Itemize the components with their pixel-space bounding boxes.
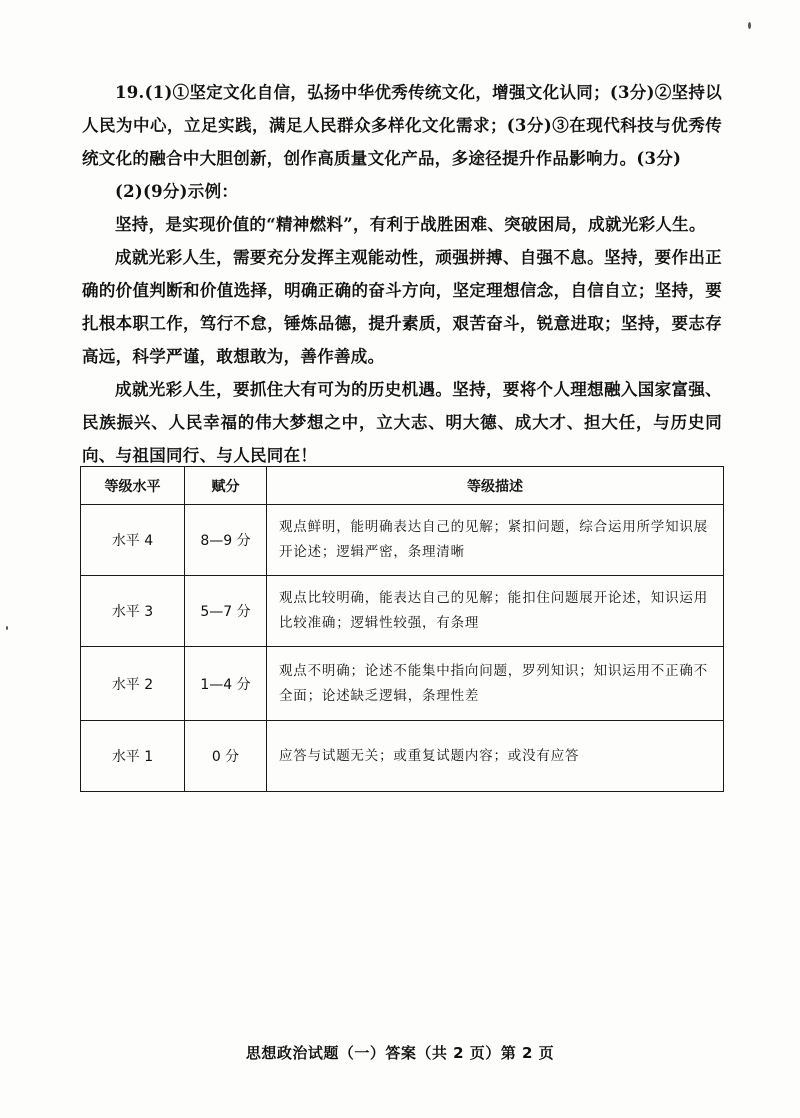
answer-section — [82, 76, 722, 472]
essay-paragraph-1: 坚持，是实现价值的“精神燃料”，有利于战胜困难、突破困局，成就光彩人生。 — [115, 215, 706, 234]
level-cell: 水平 1 — [81, 721, 185, 792]
header-score: 赋分 — [185, 467, 267, 505]
rubric-header-row — [81, 467, 724, 505]
description-cell: 观点不明确；论述不能集中指向问题，罗列知识；知识运用不正确不全面；论述缺乏逻辑，条理性差 — [267, 647, 724, 721]
score-cell: 0 分 — [185, 721, 267, 792]
level-cell: 水平 3 — [81, 576, 185, 647]
score-cell: 8—9 分 — [185, 505, 267, 576]
score-cell: 5—7 分 — [185, 576, 267, 647]
table-row — [81, 647, 724, 721]
page-footer: 思想政治试题（一）答案（共 2 页）第 2 页 — [245, 1044, 555, 1062]
table-row — [81, 721, 724, 792]
grading-rubric-table — [80, 466, 724, 792]
description-cell: 应答与试题无关；或重复试题内容；或没有应答 — [267, 721, 724, 792]
table-row — [81, 576, 724, 647]
scan-speck — [6, 626, 8, 630]
table-row — [81, 505, 724, 576]
level-cell: 水平 2 — [81, 647, 185, 721]
score-cell: 1—4 分 — [185, 647, 267, 721]
essay-paragraph-2: 成就光彩人生，需要充分发挥主观能动性，顽强拼搏、自强不息。坚持，要作出正确的价值判断和价值选择，明确正确的奋斗方向，坚定理想信念，自信自立；坚持，要扎根本职工作，笃行不怠，锤炼品德，提升素质，艰苦奋斗，锐意进取；坚持，要志存高远，科学严谨，敢想敢为，善作善成。 — [82, 248, 722, 366]
essay-paragraph-3: 成就光彩人生，要抓住大有可为的历史机遇。坚持，要将个人理想融入国家富强、民族振兴、人民幸福的伟大梦想之中，立大志、明大德、成大才、担大任，与历史同向、与祖国同行、与人民同在！ — [82, 380, 722, 465]
scan-speck — [748, 22, 751, 29]
q19-part2-label: (2)(9分)示例： — [115, 182, 239, 201]
description-cell: 观点比较明确，能表达自己的见解；能扣住问题展开论述，知识运用比较准确；逻辑性较强，有条理 — [267, 576, 724, 647]
level-cell: 水平 4 — [81, 505, 185, 576]
header-level: 等级水平 — [81, 467, 185, 505]
description-cell: 观点鲜明，能明确表达自己的见解；紧扣问题，综合运用所学知识展开论述；逻辑严密，条理清晰 — [267, 505, 724, 576]
header-description: 等级描述 — [267, 467, 724, 505]
q19-part1-answer: 19.(1)①坚定文化自信，弘扬中华优秀传统文化，增强文化认同；(3分)②坚持以人民为中心，立足实践，满足人民群众多样化文化需求；(3分)③在现代科技与优秀传统文化的融合中大胆创新，创作高质量文化产品，多途径提升作品影响力。(3分) — [82, 83, 722, 168]
